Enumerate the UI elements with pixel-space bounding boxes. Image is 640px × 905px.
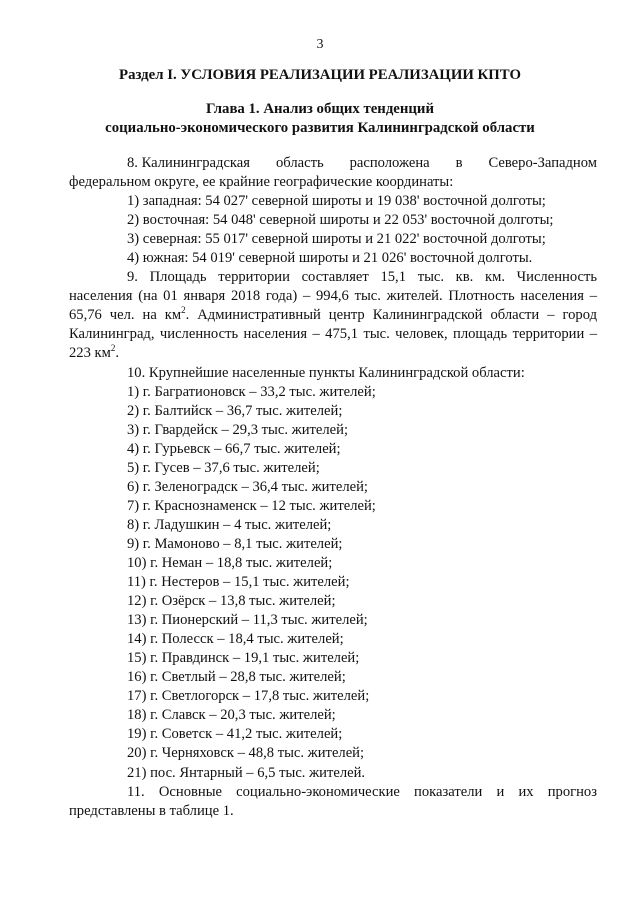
superscript-2: 2: [181, 304, 186, 315]
settlement-item: 7) г. Краснознаменск – 12 тыс. жителей;: [127, 497, 376, 514]
settlement-item: 15) г. Правдинск – 19,1 тыс. жителей;: [127, 650, 360, 667]
section-title: Раздел I. УСЛОВИЯ РЕАЛИЗАЦИИ РЕАЛИЗАЦИИ КПТО: [119, 67, 521, 83]
settlement-item: 6) г. Зеленоградск – 36,4 тыс. жителей;: [127, 478, 368, 495]
coordinate-item: 2) восточная: 54 048' северной широты и 22 053' восточной долготы;: [127, 212, 554, 229]
paragraph-8-word: 8. Калининградская: [127, 155, 250, 171]
settlement-item: 2) г. Балтийск – 36,7 тыс. жителей;: [127, 402, 343, 419]
paragraph-8-word: в: [455, 155, 463, 171]
settlement-item: 4) г. Гурьевск – 66,7 тыс. жителей;: [127, 440, 341, 457]
chapter-title-line-1: Глава 1. Анализ общих тенденций: [206, 101, 434, 117]
paragraph-9: [69, 268, 597, 363]
settlement-item: 5) г. Гусев – 37,6 тыс. жителей;: [127, 459, 320, 476]
chapter-title: [40, 100, 600, 137]
coordinate-item: 3) северная: 55 017' северной широты и 21 022' восточной долготы;: [127, 231, 546, 248]
superscript-2: 2: [110, 342, 116, 353]
settlement-item: 13) г. Пионерский – 11,3 тыс. жителей;: [127, 612, 368, 629]
paragraph-8-word: Северо-Западном: [488, 155, 597, 171]
page-number: 3: [316, 37, 324, 52]
paragraph-9-text-2: . Административный центр Калининградской области – город Калининград, численность населения – 475,1 тыс. человек, площадь территории – 223 км: [69, 307, 597, 362]
paragraph-10-intro: 10. Крупнейшие населенные пункты Калининградской области:: [127, 364, 525, 381]
settlement-item: 12) г. Озёрск – 13,8 тыс. жителей;: [127, 593, 336, 610]
settlement-item: 11) г. Нестеров – 15,1 тыс. жителей;: [127, 574, 350, 591]
paragraph-8-line-2: федеральном округе, ее крайние географические координаты:: [69, 174, 454, 191]
coordinate-item: 4) южная: 54 019' северной широты и 21 026' восточной долготы.: [127, 250, 533, 267]
settlement-item: 20) г. Черняховск – 48,8 тыс. жителей;: [127, 745, 365, 762]
paragraph-9-text-3: .: [115, 345, 120, 362]
settlements-list: [69, 383, 597, 783]
paragraph-11: 11. Основные социально-экономические показатели и их прогноз представлены в таблице 1.: [69, 783, 597, 819]
settlement-item: 14) г. Полесск – 18,4 тыс. жителей;: [127, 631, 344, 648]
settlement-item: 19) г. Советск – 41,2 тыс. жителей;: [127, 726, 343, 743]
paragraph-9-text-1: 9. Площадь территории составляет 15,1 тыс. кв. км. Численность населения (на 01 января 2018 года) – 994,6 тыс. жителей. Плотность населения – 65,76 чел. на км: [69, 269, 597, 324]
coordinate-item: 1) западная: 54 027' северной широты и 19 038' восточной долготы;: [127, 193, 546, 210]
settlement-item: 9) г. Мамоново – 8,1 тыс. жителей;: [127, 535, 343, 552]
settlement-item: 18) г. Славск – 20,3 тыс. жителей;: [127, 707, 336, 724]
paragraph-8: [69, 154, 597, 192]
paragraph-8-word: расположена: [349, 155, 430, 171]
paragraph-8-word: область: [275, 155, 324, 171]
settlement-item: 3) г. Гвардейск – 29,3 тыс. жителей;: [127, 421, 348, 438]
settlement-item: 8) г. Ладушкин – 4 тыс. жителей;: [127, 516, 332, 533]
document-body: [69, 154, 597, 821]
coordinates-list: [69, 192, 597, 268]
settlement-item: 17) г. Светлогорск – 17,8 тыс. жителей;: [127, 688, 370, 705]
settlement-item: 1) г. Багратионовск – 33,2 тыс. жителей;: [127, 383, 376, 400]
settlement-item: 21) пос. Янтарный – 6,5 тыс. жителей.: [127, 764, 366, 781]
settlement-item: 10) г. Неман – 18,8 тыс. жителей;: [127, 554, 333, 571]
chapter-title-line-2: социально-экономического развития Калининградской области: [105, 119, 535, 136]
paragraph-8-line-1: [69, 154, 597, 173]
settlement-item: 16) г. Светлый – 28,8 тыс. жителей;: [127, 669, 346, 686]
